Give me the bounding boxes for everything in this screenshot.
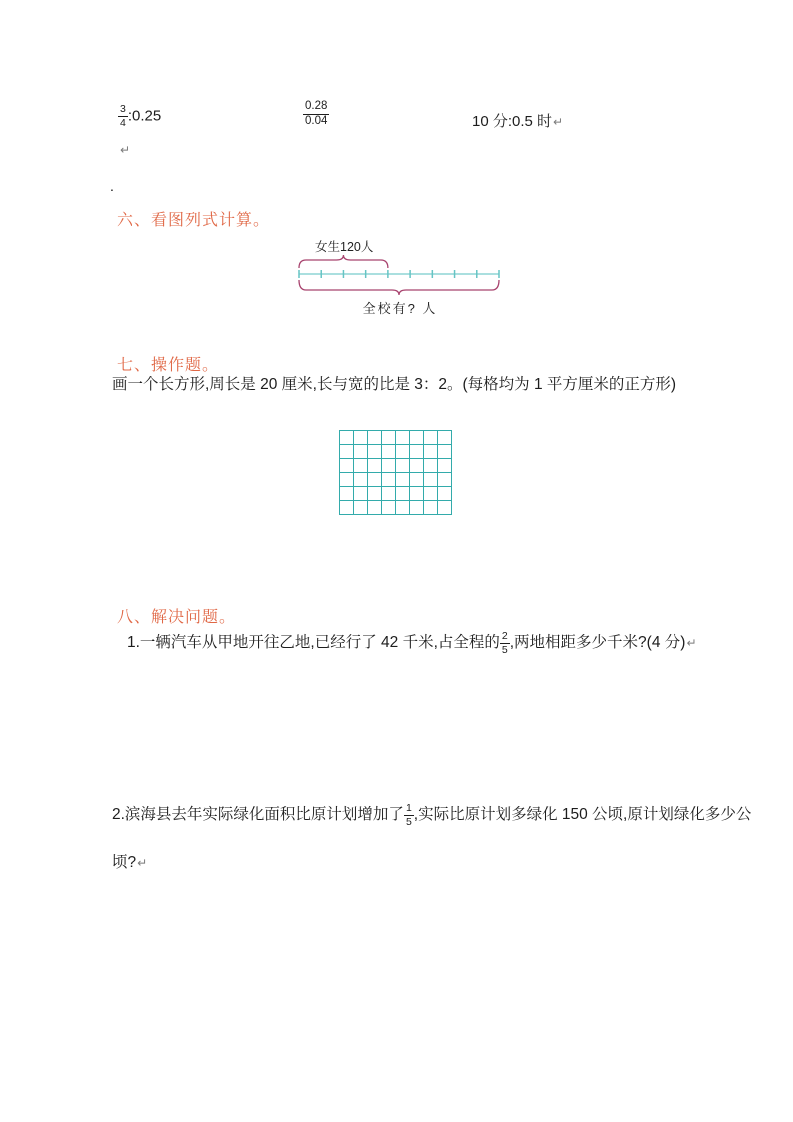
fraction-numerator: 3 (120, 103, 126, 115)
grid-cell (382, 459, 396, 473)
diagram-bottom-label: 全校有? 人 (362, 301, 438, 316)
ratio-suffix-text: :0.25 (127, 107, 162, 125)
section-eight-heading: 八、解决问题。 (117, 609, 237, 626)
return-mark: ↵ (137, 856, 148, 870)
fraction-one-fifth (404, 802, 414, 828)
grid-cell (382, 445, 396, 459)
return-mark: ↵ (553, 115, 564, 129)
ratio-item-1 (118, 103, 161, 129)
fraction-denominator: 4 (120, 116, 126, 129)
segment-bar-diagram (295, 237, 505, 317)
grid-cell (396, 459, 410, 473)
problem-2-line-2 (112, 850, 147, 872)
fraction-denominator: 0.04 (305, 114, 328, 127)
grid-cell (438, 501, 452, 515)
fraction-three-fourths (118, 103, 128, 129)
grid-cell (424, 487, 438, 501)
grid-cell (340, 501, 354, 515)
problem-1 (127, 630, 697, 656)
grid-cell (354, 459, 368, 473)
grid-cell (410, 459, 424, 473)
grid-cell (410, 445, 424, 459)
grid-cell (382, 431, 396, 445)
grid-cell (424, 431, 438, 445)
grid-cell (410, 487, 424, 501)
ratio-text: 10 分:0.5 时 (472, 113, 553, 130)
problem-1-text-after: ,两地相距多少千米?(4 分) (509, 634, 686, 652)
grid-cell (396, 501, 410, 515)
grid-cell (396, 473, 410, 487)
grid-cell (340, 473, 354, 487)
grid-cell (368, 473, 382, 487)
fraction-two-fifths (500, 630, 510, 656)
grid-cell (340, 431, 354, 445)
grid-cell (424, 473, 438, 487)
problem-1-text-before: 1.一辆汽车从甲地开往乙地,已经行了 42 千米,占全程的 (127, 634, 500, 652)
grid-cell (438, 459, 452, 473)
grid-cell (396, 445, 410, 459)
problem-2-line2-text: 顷? (112, 854, 137, 871)
section-seven-heading: 七、操作题。 (117, 357, 220, 374)
grid-cell (368, 431, 382, 445)
ratio-item-3 (472, 110, 563, 131)
grid-cell (354, 487, 368, 501)
grid-cell (438, 431, 452, 445)
stray-dot: . (110, 178, 114, 194)
grid-cell (424, 501, 438, 515)
grid-cell (368, 459, 382, 473)
return-mark: ↵ (686, 636, 697, 651)
fraction-denominator: 5 (405, 815, 412, 828)
grid-cell (438, 473, 452, 487)
grid-cell (354, 431, 368, 445)
grid-cell (410, 473, 424, 487)
grid-cell (340, 459, 354, 473)
grid-cell (396, 487, 410, 501)
drawing-grid (339, 430, 452, 515)
grid-cell (368, 445, 382, 459)
fraction-numerator: 2 (501, 630, 508, 642)
grid-cell (438, 445, 452, 459)
problem-2-text-before: 2.滨海县去年实际绿化面积比原计划增加了 (112, 806, 404, 824)
grid-cell (438, 487, 452, 501)
fraction-decimal (303, 100, 329, 129)
grid-cell (354, 445, 368, 459)
grid-cell (354, 501, 368, 515)
grid-cell (368, 487, 382, 501)
diagram-top-label: 女生120人 (315, 240, 374, 254)
ratio-item-2 (303, 100, 329, 129)
paragraph-return-mark: ↵ (120, 143, 131, 157)
grid-cell (382, 501, 396, 515)
grid-cell (368, 501, 382, 515)
problem-2-line-1 (112, 802, 751, 828)
problem-2-text-after: ,实际比原计划多绿化 150 公顷,原计划绿化多少公 (413, 806, 752, 824)
fraction-numerator: 0.28 (303, 100, 329, 115)
grid-cell (410, 431, 424, 445)
section-six-heading: 六、看图列式计算。 (117, 212, 271, 229)
grid-cell (340, 445, 354, 459)
fraction-denominator: 5 (501, 643, 508, 656)
grid-cell (424, 445, 438, 459)
grid-cell (410, 501, 424, 515)
segment-bar-svg (295, 252, 505, 298)
grid-cell (424, 459, 438, 473)
grid-cell (354, 473, 368, 487)
grid-cell (340, 487, 354, 501)
section-seven-body: 画一个长方形,周长是 20 厘米,长与宽的比是 3：2。(每格均为 1 平方厘米的正方形) (112, 376, 677, 393)
grid-cell (382, 473, 396, 487)
grid-cell (382, 487, 396, 501)
fraction-numerator: 1 (405, 802, 412, 814)
grid-cell (396, 431, 410, 445)
